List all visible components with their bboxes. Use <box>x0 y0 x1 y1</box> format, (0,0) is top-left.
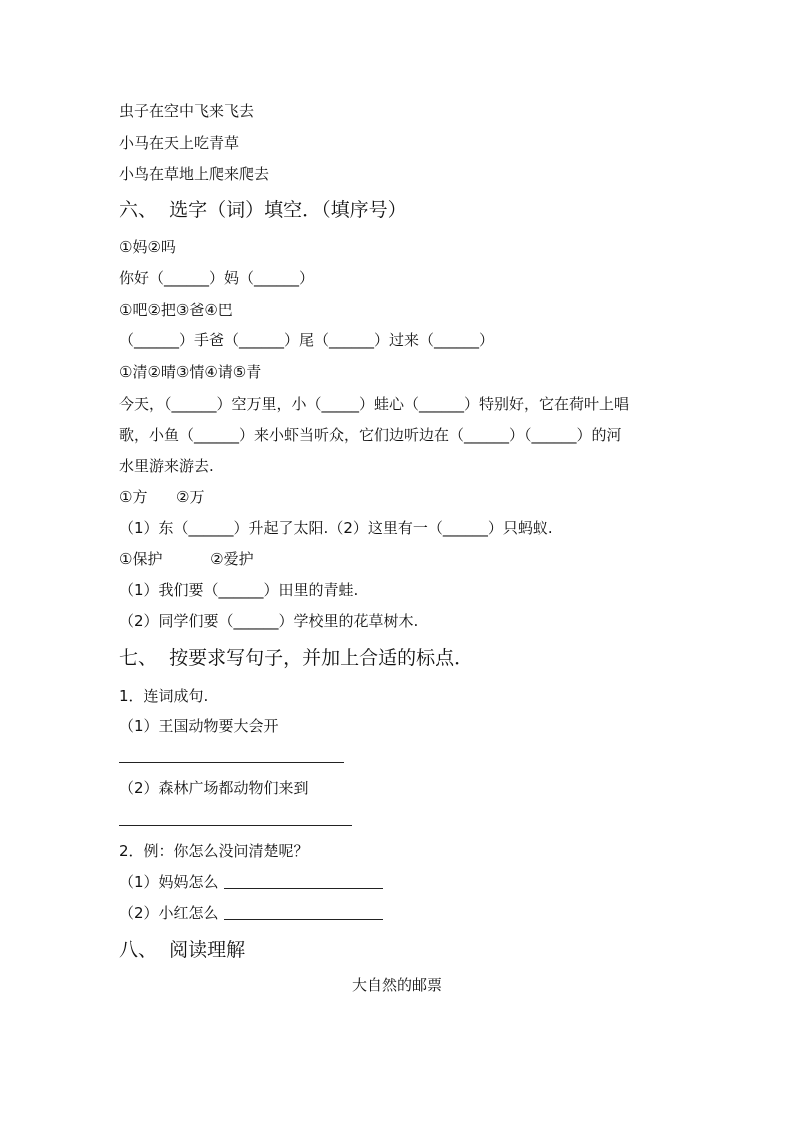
sentence-line-3: 小鸟在草地上爬来爬去 <box>119 165 270 183</box>
question-2b-prompt: （2）小红怎么 <box>119 904 219 922</box>
group-5-fill-line-1: （1）我们要（______）田里的青蛙. <box>119 581 359 599</box>
passage-title: 大自然的邮票 <box>351 976 442 994</box>
answer-line-2a[interactable] <box>224 888 383 889</box>
section-7-heading: 七、 按要求写句子，并加上合适的标点． <box>119 647 474 669</box>
question-1b-prompt: （2）森林广场都动物们来到 <box>119 779 309 797</box>
group-5-fill-line-2: （2）同学们要（______）学校里的花草树木. <box>119 612 419 630</box>
group-3-options: ①清②晴③情④请⑤青 <box>119 363 262 381</box>
question-1a-prompt: （1）王国动物要大会开 <box>119 717 279 735</box>
answer-line-1a[interactable] <box>119 762 344 763</box>
sentence-line-2: 小马在天上吃青草 <box>119 134 240 152</box>
section-8-heading: 八、 阅读理解 <box>119 939 246 961</box>
group-3-passage-line-2: 歌，小鱼（______）来小虾当听众，它们边听边在（______）（______）的河 <box>119 426 622 444</box>
group-2-options: ①吧②把③爸④巴 <box>119 301 233 319</box>
answer-line-1b[interactable] <box>119 825 352 826</box>
group-5-options: ①保护 ②爱护 <box>119 550 254 568</box>
group-3-passage-line-3: 水里游来游去. <box>119 457 214 475</box>
question-1-title: 1．连词成句. <box>119 687 209 705</box>
question-2a-prompt: （1）妈妈怎么 <box>119 873 219 891</box>
group-1-options: ①妈②吗 <box>119 238 176 256</box>
group-4-fill-line: （1）东（______）升起了太阳.（2）这里有一（______）只蚂蚁. <box>119 519 553 537</box>
sentence-line-1: 虫子在空中飞来飞去 <box>119 102 255 120</box>
group-2-fill-line: （______）手爸（______）尾（______）过来（______） <box>119 331 495 349</box>
question-2-title: 2．例：你怎么没问清楚呢？ <box>119 842 309 860</box>
section-6-heading: 六、 选字（词）填空．（填序号） <box>119 199 407 221</box>
group-4-options: ①方 ②万 <box>119 488 205 506</box>
group-3-passage-line-1: 今天，（______）空万里，小（_____）蛙心（______）特别好，它在荷叶上唱 <box>119 395 630 413</box>
group-1-fill-line: 你好（______）妈（______） <box>119 269 315 287</box>
answer-line-2b[interactable] <box>224 919 383 920</box>
